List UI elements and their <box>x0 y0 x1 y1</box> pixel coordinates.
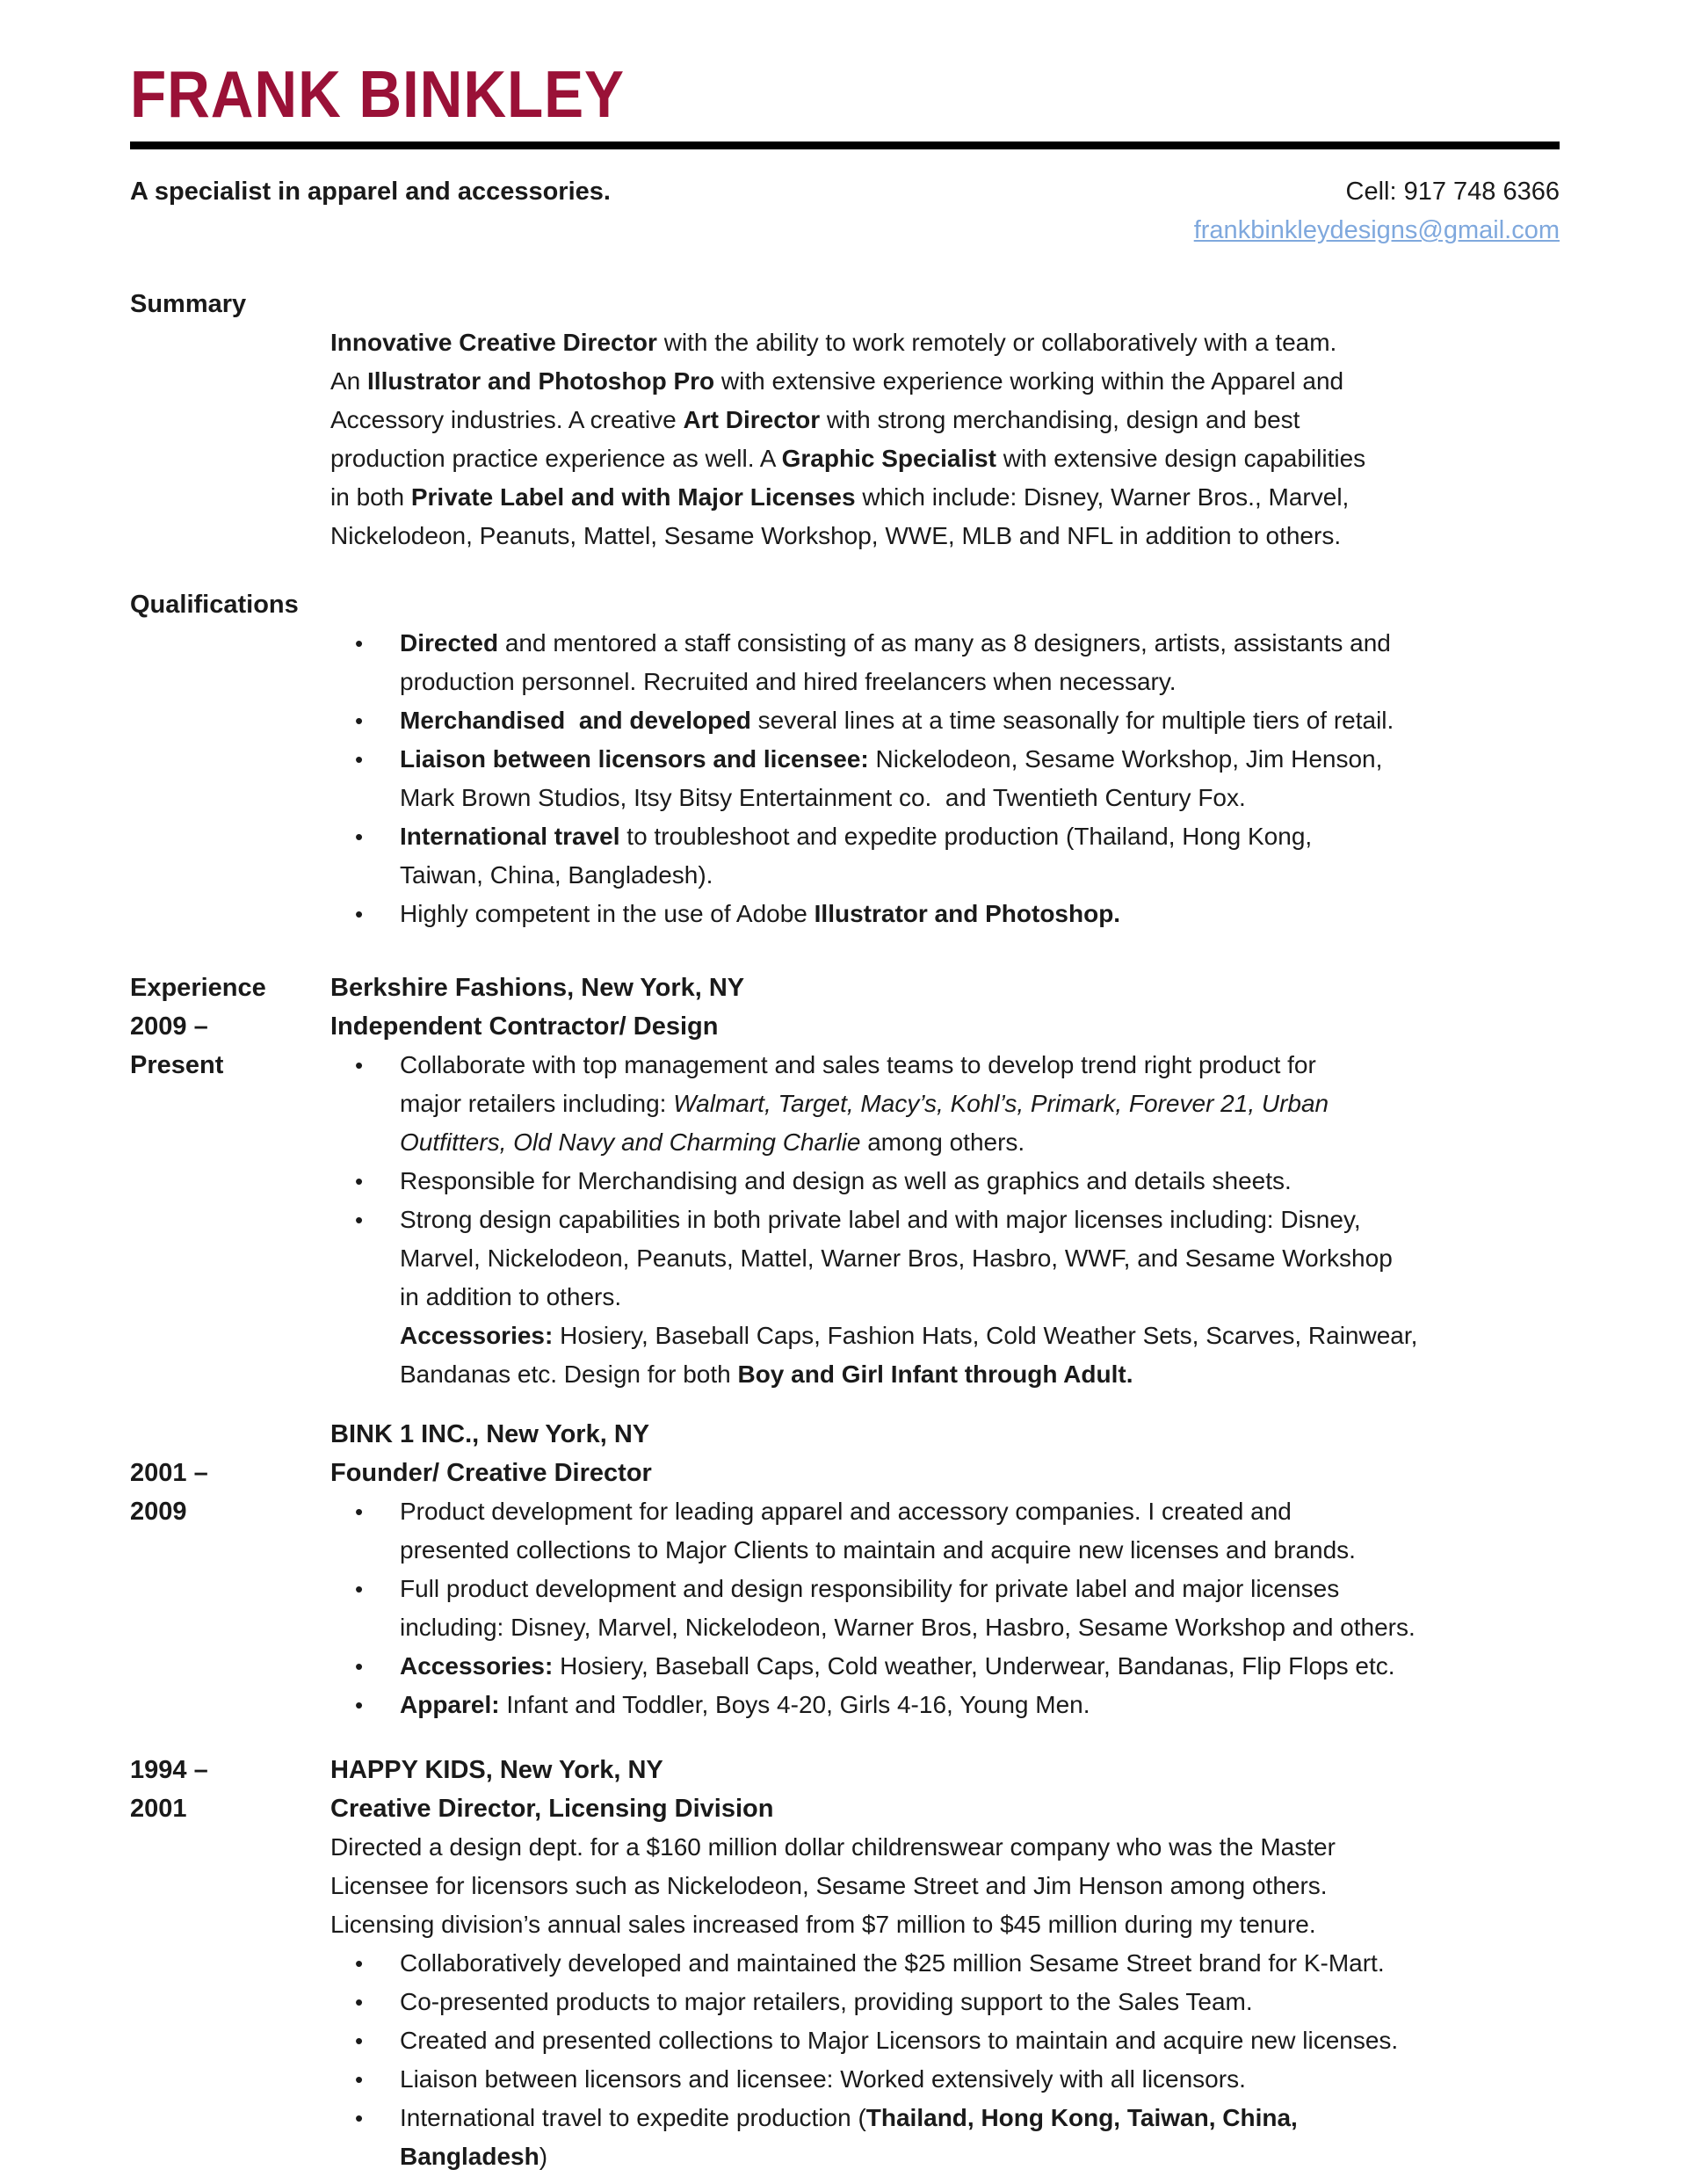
qualifications-list <box>330 624 1560 933</box>
list-item: • Merchandised and developed several lines at a time seasonally for multiple tiers of retail. <box>330 701 1560 740</box>
list-item: • Created and presented collections to Major Licensors to maintain and acquire new licenses. <box>330 2021 1560 2060</box>
list-item: • Highly competent in the use of Adobe Illustrator and Photoshop. <box>330 895 1560 933</box>
company-name: Berkshire Fashions, New York, NY <box>330 974 745 1002</box>
accessories-note: Accessories: Hosiery, Baseball Caps, Fashion Hats, Cold Weather Sets, Scarves, Rainwear, Bandanas etc. Design for both Boy and Girl Infant through Adult. <box>400 1322 1418 1388</box>
job-title: Independent Contractor/ Design <box>330 1012 719 1041</box>
qualifications-section <box>130 585 1560 933</box>
list-item: • Apparel: Infant and Toddler, Boys 4-20, Girls 4-16, Young Men. <box>330 1686 1560 1724</box>
summary-paragraph: Innovative Creative Director with the ability to work remotely or collaboratively with a team. An Illustrator and Photoshop Pro with extensive experience working within the Apparel and Accessory industries. A creative Art Director with strong merchandising, design and best production practice experience as well. A Graphic Specialist with extensive design capabilities in both Private Label and with Major Licenses which include: Disney, Warner Bros., Marvel, Nickelodeon, Peanuts, Mattel, Sesame Workshop, WWE, MLB and NFL in addition to others. <box>330 329 1366 549</box>
job-bullet-list <box>330 1944 1560 2176</box>
page-title: FRANK BINKLEY <box>130 57 625 131</box>
experience-bink-section <box>130 1415 1560 1724</box>
date-range: 2001 <box>130 1795 187 1823</box>
list-item: • Strong design capabilities in both private label and with major licenses including: Disney, Marvel, Nickelodeon, Peanuts, Mattel, Warner Bros, Hasbro, WWF, and Sesame Workshop in addition to others. <box>330 1201 1560 1317</box>
section-label-summary: Summary <box>130 290 247 318</box>
section-label-experience: Experience <box>130 974 266 1002</box>
list-item: • Liaison between licensors and licensee: Worked extensively with all licensors. <box>330 2060 1560 2099</box>
email-link[interactable]: frankbinkleydesigns@gmail.com <box>1193 216 1560 244</box>
date-range: 2009 – <box>130 1012 208 1041</box>
tagline: A specialist in apparel and accessories. <box>130 178 611 206</box>
list-item: • Product development for leading apparel and accessory companies. I created and presented collections to Major Clients to maintain and acquire new licenses and brands. <box>330 1492 1560 1570</box>
experience-happykids-section <box>130 1751 1560 2176</box>
list-item: • International travel to expedite production (Thailand, Hong Kong, Taiwan, China, Bangladesh) <box>330 2099 1560 2176</box>
list-item: • Accessories: Hosiery, Baseball Caps, Cold weather, Underwear, Bandanas, Flip Flops etc. <box>330 1647 1560 1686</box>
section-label-qualifications: Qualifications <box>130 591 299 619</box>
summary-section <box>130 285 1560 555</box>
subheader <box>130 172 1560 250</box>
job-bullet-list <box>330 1046 1560 1317</box>
experience-berkshire-section <box>130 969 1560 1394</box>
experience-dates-1 <box>130 969 330 1085</box>
company-name: HAPPY KIDS, New York, NY <box>330 1756 663 1784</box>
list-item: • Responsible for Merchandising and design as well as graphics and details sheets. <box>330 1162 1560 1201</box>
header-divider <box>130 141 1560 149</box>
list-item: • Collaboratively developed and maintained the $25 million Sesame Street brand for K-Mart. <box>330 1944 1560 1983</box>
job-intro-paragraph: Directed a design dept. for a $160 million dollar childrenswear company who was the Master Licensee for licensors such as Nickelodeon, Sesame Street and Jim Henson among others. Licensing division’s annual sales increased from $7 million to $45 million during my tenure. <box>330 1833 1336 1938</box>
job-title: Creative Director, Licensing Division <box>330 1795 774 1823</box>
date-range: Present <box>130 1051 224 1079</box>
experience-dates-2 <box>130 1415 330 1531</box>
list-item: • Full product development and design responsibility for private label and major licenses including: Disney, Marvel, Nickelodeon, Warner Bros, Hasbro, Sesame Workshop and others. <box>330 1570 1560 1647</box>
date-range: 1994 – <box>130 1756 208 1784</box>
experience-dates-3 <box>130 1751 330 1828</box>
company-name: BINK 1 INC., New York, NY <box>330 1420 650 1448</box>
list-item: • Co-presented products to major retailers, providing support to the Sales Team. <box>330 1983 1560 2021</box>
job-title: Founder/ Creative Director <box>330 1459 652 1487</box>
list-item: • International travel to troubleshoot and expedite production (Thailand, Hong Kong, Taiwan, China, Bangladesh). <box>330 817 1560 895</box>
job-bullet-list <box>330 1492 1560 1724</box>
list-item: • Collaborate with top management and sales teams to develop trend right product for major retailers including: Walmart, Target, Macy’s, Kohl’s, Primark, Forever 21, Urban Outfitters, Old Navy and Charming Charlie among others. <box>330 1046 1560 1162</box>
date-range: 2009 <box>130 1498 187 1526</box>
list-item: • Directed and mentored a staff consisting of as many as 8 designers, artists, assistants and production personnel. Recruited and hired freelancers when necessary. <box>330 624 1560 701</box>
contact-block <box>1194 172 1560 250</box>
list-item: • Liaison between licensors and licensee: Nickelodeon, Sesame Workshop, Jim Henson, Mark Brown Studios, Itsy Bitsy Entertainment co. and Twentieth Century Fox. <box>330 740 1560 817</box>
date-range: 2001 – <box>130 1459 208 1487</box>
cell-phone: Cell: 917 748 6366 <box>1345 178 1560 206</box>
